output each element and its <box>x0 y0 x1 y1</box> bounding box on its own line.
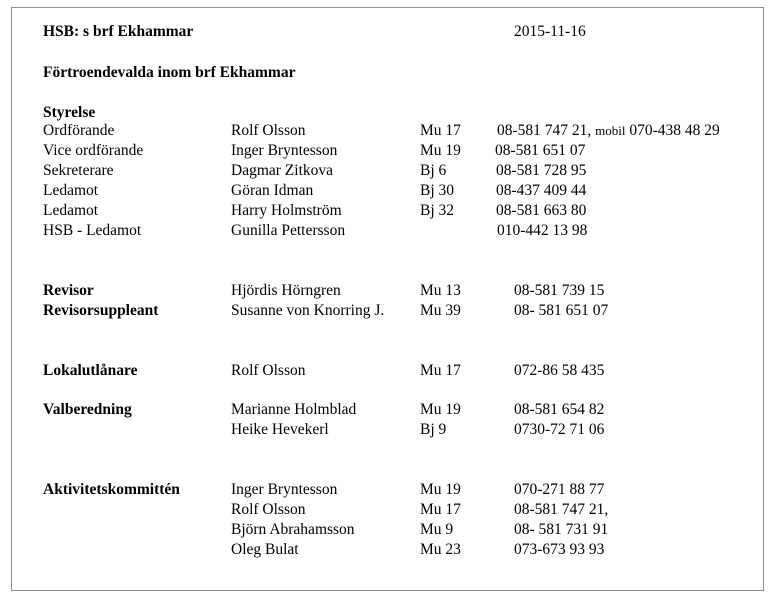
role-label: Vice ordförande <box>43 142 144 159</box>
document-subtitle: Förtroendevalda inom brf Ekhammar <box>43 64 296 81</box>
role-label: Ordförande <box>43 122 115 139</box>
phone-number <box>497 121 720 141</box>
phone-primary: 08-581 747 21, <box>497 122 592 139</box>
document-title: HSB: s brf Ekhammar <box>43 23 194 40</box>
person-name: Rolf Olsson <box>231 362 306 379</box>
phone-number: 08- 581 731 91 <box>514 521 609 538</box>
role-label: Revisor <box>43 282 94 299</box>
phone-number: 070-271 88 77 <box>514 481 605 498</box>
person-name: Oleg Bulat <box>231 541 299 558</box>
role-label: Sekreterare <box>43 162 114 179</box>
address-code: Mu 19 <box>420 401 461 418</box>
role-label: Valberedning <box>43 401 132 418</box>
address-code: Mu 19 <box>420 142 461 159</box>
role-label: Ledamot <box>43 202 99 219</box>
address-code: Mu 13 <box>420 282 461 299</box>
person-name: Heike Hevekerl <box>231 421 329 438</box>
role-label: Ledamot <box>43 182 99 199</box>
address-code: Mu 17 <box>420 501 461 518</box>
phone-number: 08-581 728 95 <box>496 162 587 179</box>
address-code: Mu 19 <box>420 481 461 498</box>
phone-number: 08-581 747 21, <box>514 501 609 518</box>
person-name: Susanne von Knorring J. <box>231 302 385 319</box>
phone-number: 08-581 651 07 <box>495 142 586 159</box>
person-name: Harry Holmström <box>231 202 342 219</box>
phone-number: 072-86 58 435 <box>514 362 605 379</box>
role-label: HSB - Ledamot <box>43 222 142 239</box>
address-code: Bj 6 <box>420 162 447 179</box>
phone-number: 08-581 739 15 <box>514 282 605 299</box>
address-code: Mu 17 <box>420 362 461 379</box>
person-name: Rolf Olsson <box>231 501 306 518</box>
address-code: Bj 30 <box>420 182 455 199</box>
role-label: Aktivitetskommittén <box>43 481 180 498</box>
phone-number: 08- 581 651 07 <box>514 302 609 319</box>
document-date: 2015-11-16 <box>514 23 586 40</box>
person-name: Dagmar Zitkova <box>231 162 334 179</box>
role-label: Lokalutlånare <box>43 362 138 379</box>
person-name: Marianne Holmblad <box>231 401 357 418</box>
phone-number: 010-442 13 98 <box>497 222 588 239</box>
person-name: Gunilla Pettersson <box>231 222 346 239</box>
address-code: Mu 23 <box>420 541 461 558</box>
document-frame <box>11 7 764 591</box>
address-code: Mu 17 <box>420 122 461 139</box>
phone-number: 08-581 663 80 <box>496 202 587 219</box>
address-code: Mu 9 <box>420 521 454 538</box>
person-name: Hjördis Hörngren <box>231 282 341 299</box>
phone-number: 08-437 409 44 <box>496 182 587 199</box>
phone-number: 08-581 654 82 <box>514 401 605 418</box>
phone-mobile: 070-438 48 29 <box>629 122 720 139</box>
person-name: Björn Abrahamsson <box>231 521 355 538</box>
mobile-label: mobil <box>595 123 626 138</box>
section-heading-styrelse: Styrelse <box>43 104 96 121</box>
address-code: Bj 9 <box>420 421 447 438</box>
person-name: Göran Idman <box>231 182 314 199</box>
phone-number: 0730-72 71 06 <box>514 421 605 438</box>
phone-number: 073-673 93 93 <box>514 541 605 558</box>
person-name: Inger Bryntesson <box>231 142 338 159</box>
address-code: Bj 32 <box>420 202 455 219</box>
role-label: Revisorsuppleant <box>43 302 159 319</box>
person-name: Inger Bryntesson <box>231 481 338 498</box>
address-code: Mu 39 <box>420 302 461 319</box>
person-name: Rolf Olsson <box>231 122 306 139</box>
